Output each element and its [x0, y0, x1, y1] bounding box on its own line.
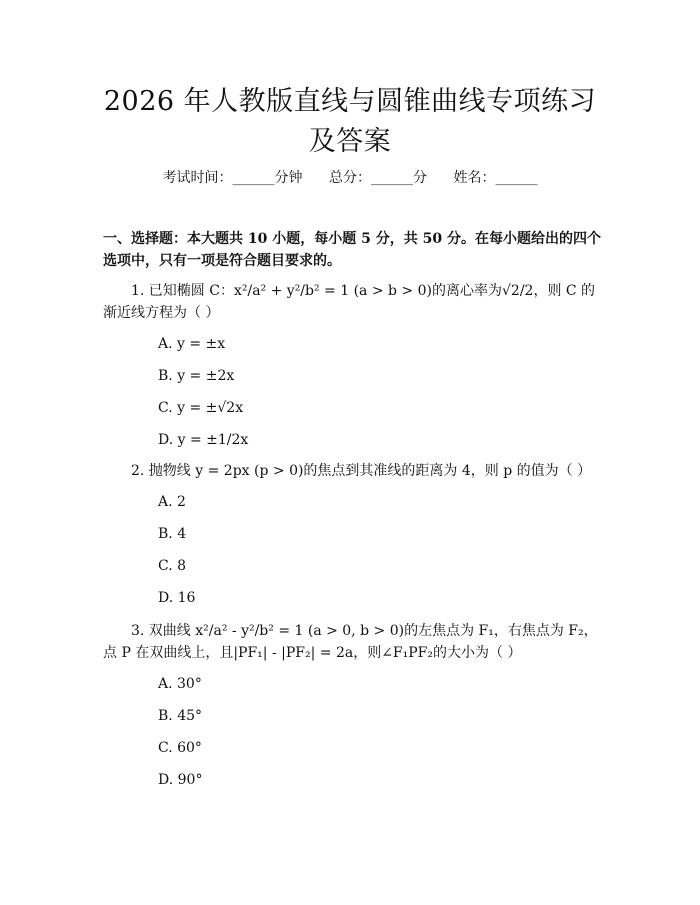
question-3-stem: 3. 双曲线 x²/a² - y²/b² = 1 (a > 0, b > 0)的左焦点为 F₁，右焦点为 F₂，点 P 在双曲线上，且|PF₁| - |PF₂| = 2a，则∠F₁PF₂的大小为（ ） — [103, 623, 598, 661]
question-2-stem: 2. 抛物线 y = 2px (p > 0)的焦点到其准线的距离为 4，则 p 的值为（ ） — [131, 463, 592, 479]
section-heading: 一、选择题：本大题共 10 小题，每小题 5 分，共 50 分。在每小题给出的四个选项中，只有一项是符合题目要求的。 — [103, 231, 601, 269]
exam-time: 考试时间：______分钟 — [162, 170, 303, 186]
question-2-option-a: A. 2 — [158, 494, 186, 510]
question-1-option-c: C. y = ±√2x — [158, 400, 244, 416]
question-1-option-d: D. y = ±1/2x — [158, 432, 249, 448]
exam-name: 姓名：______ — [453, 170, 538, 186]
question-3-option-b: B. 45° — [158, 708, 203, 724]
page-title: 2026 年人教版直线与圆锥曲线专项练习及答案 — [103, 86, 597, 157]
question-3-option-d: D. 90° — [158, 772, 203, 788]
question-1-option-b: B. y = ±2x — [158, 368, 235, 384]
question-2-option-b: B. 4 — [158, 526, 187, 542]
question-3-option-a: A. 30° — [158, 676, 202, 692]
exam-total-score: 总分：______分 — [329, 170, 427, 186]
question-1-stem: 1. 已知椭圆 C：x²/a² + y²/b² = 1 (a > b > 0)的离心率为√2/2，则 C 的渐近线方程为（ ） — [103, 283, 596, 321]
question-2-option-d: D. 16 — [158, 590, 196, 606]
question-2-option-c: C. 8 — [158, 558, 187, 574]
question-3-option-c: C. 60° — [158, 740, 202, 756]
exam-info-line — [0, 168, 700, 188]
question-1-option-a: A. y = ±x — [158, 336, 226, 352]
